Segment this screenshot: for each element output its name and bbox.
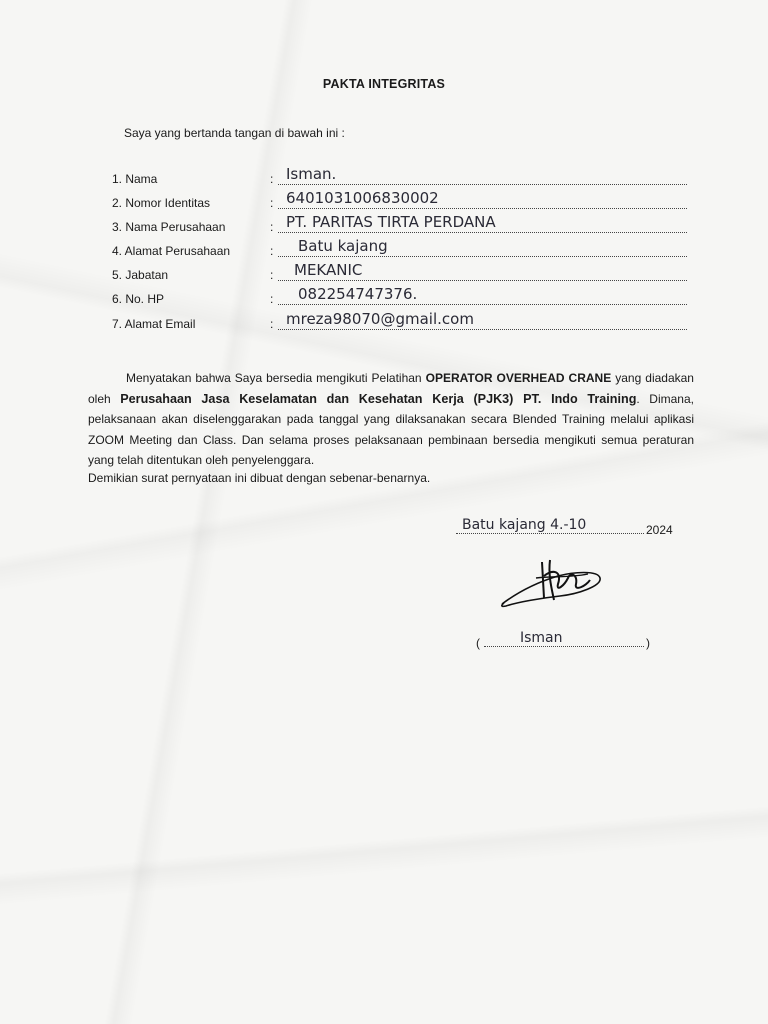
handwritten-signer-name: Isman <box>520 630 563 646</box>
statement-text: Menyatakan bahwa Saya bersedia mengikuti Pelatihan <box>126 371 426 385</box>
dotted-line <box>278 303 687 305</box>
field-label: 6. No. HP <box>112 292 165 306</box>
field-label: 2. Nomor Identitas <box>112 196 211 210</box>
document-title: PAKTA INTEGRITAS <box>322 77 446 91</box>
statement-text: yang diadakan oleh <box>88 371 694 406</box>
dotted-line <box>278 328 687 330</box>
field-label: 3. Nama Perusahaan <box>112 220 226 234</box>
field-label: 4. Alamat Perusahaan <box>112 244 231 258</box>
field-colon: : <box>270 317 274 331</box>
paren-close: ) <box>646 636 650 650</box>
field-alamat-email <box>112 309 692 333</box>
field-colon: : <box>270 220 274 234</box>
field-nama-perusahaan <box>112 212 692 236</box>
field-jabatan <box>112 260 692 284</box>
signer-name-line <box>476 628 656 650</box>
dotted-line <box>278 255 687 257</box>
intro-text: Saya yang bertanda tangan di bawah ini : <box>124 126 345 140</box>
statement-paragraph <box>88 368 694 471</box>
field-colon: : <box>270 244 274 258</box>
organizer-name: Perusahaan Jasa Keselamatan dan Kesehatan Kerja (PJK3) PT. Indo Training <box>120 391 637 406</box>
field-colon: : <box>270 172 274 186</box>
field-colon: : <box>270 292 274 306</box>
dotted-line <box>278 231 687 233</box>
field-colon: : <box>270 196 274 210</box>
handwritten-value: Batu kajang <box>298 237 388 255</box>
field-label: 5. Jabatan <box>112 268 169 282</box>
dotted-line <box>456 533 644 534</box>
statement-text: . Dimana, pelaksanaan akan diselenggarakan pada tanggal yang dilaksanakan secara Blended Training melalui aplikasi ZOOM Meeting dan Class. Dan selama proses pelaksanaan pembinaan bersedia mengikuti semua peraturan yang telah ditentukan oleh penyelenggara. <box>88 391 694 467</box>
dotted-line <box>278 183 687 185</box>
dotted-line <box>278 279 687 281</box>
training-name: OPERATOR OVERHEAD CRANE <box>425 371 612 385</box>
handwritten-value: 6401031006830002 <box>286 189 439 207</box>
handwritten-value: MEKANIC <box>294 261 363 279</box>
field-nama <box>112 164 692 188</box>
handwritten-place-date: Batu kajang 4.-10 <box>462 517 587 533</box>
field-label: 1. Nama <box>112 172 158 186</box>
dotted-line <box>484 646 644 647</box>
closing-statement: Demikian surat pernyataan ini dibuat dengan sebenar-benarnya. <box>88 471 431 485</box>
field-colon: : <box>270 268 274 282</box>
field-no-hp <box>112 284 692 308</box>
handwritten-value: Isman. <box>286 165 337 183</box>
signature-image <box>498 556 608 616</box>
handwritten-value: mreza98070@gmail.com <box>286 310 474 328</box>
field-nomor-identitas <box>112 188 692 212</box>
handwritten-value: PT. PARITAS TIRTA PERDANA <box>286 213 496 231</box>
place-date-line <box>456 515 676 537</box>
year-text: 2024 <box>646 523 673 537</box>
paren-open: ( <box>476 636 480 650</box>
dotted-line <box>278 207 687 209</box>
field-alamat-perusahaan <box>112 236 692 260</box>
field-label: 7. Alamat Email <box>112 317 196 331</box>
handwritten-value: 082254747376. <box>298 285 418 303</box>
